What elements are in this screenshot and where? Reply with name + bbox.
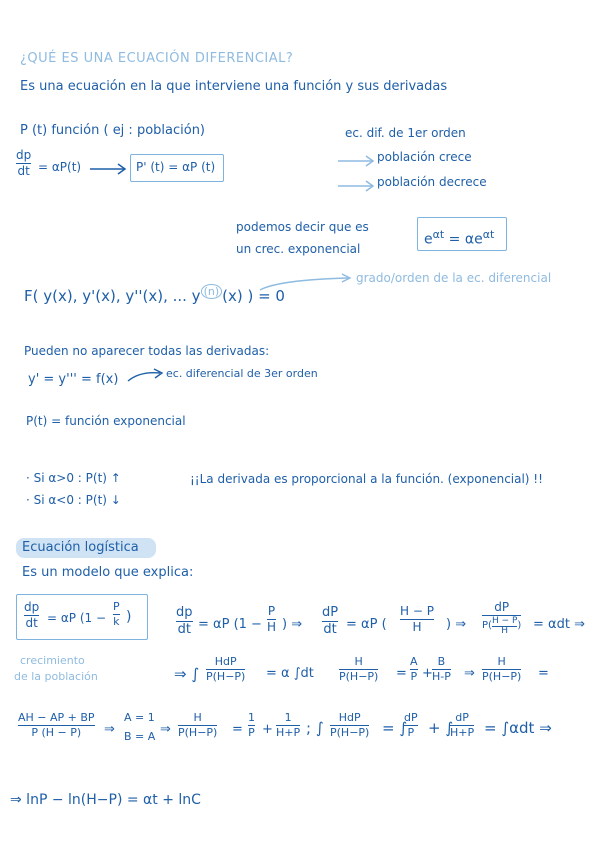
eq1-numerator: dp [16,148,32,162]
arrow-right-icon [128,369,168,383]
exp-note-line1: podemos decir que es [236,220,369,234]
third-order-eq: y' = y''' = f(x) [28,372,119,387]
proportional-note: ¡¡La derivada es proporcional a la función. (exponencial) !! [190,472,543,486]
step2-arrow: ⇒ ∫ [174,665,200,683]
step3-a: = [232,722,243,737]
step2-plus: + [422,666,433,681]
step1-dP-over-frac: dP P( H − P H ) [482,600,522,637]
eq1-fraction [16,149,31,177]
may-not-appear-text: Pueden no aparecer todas las derivadas: [24,344,270,358]
step1-dPdt: dP dt [322,605,339,637]
step3-fraction: AH − AP + BP P (H − P) [18,711,95,739]
exp-note-line2: un crec. exponencial [236,242,361,256]
case-positive: · Si α>0 : P(t) ↑ [26,471,121,485]
step3-dp-over-hp: dP H+P [450,711,475,739]
logistic-rhs: = αP (1 − [47,611,107,625]
step3-dp-over-p: dP P [404,711,418,739]
step3-1-over-p: 1 P [248,711,255,739]
step3-plus: + [262,722,273,737]
eq1-denominator: dt [17,163,30,178]
step2-a: = α ∫dt [266,666,314,681]
final-line: ⇒ lnP − ln(H−P) = αt + lnC [10,792,201,808]
step2-hdp-over-php: HdP P(H−P) [206,655,246,683]
step3-h-over-php: H P(H−P) [178,711,218,739]
step2-h-over-php-2: H P(H−P) [482,655,522,683]
step1-d: ) ⇒ [446,617,467,632]
step2-b: = [396,666,407,681]
step3-d: = ∫αdt ⇒ [484,719,552,737]
logistic-fraction: dp dt [24,600,40,630]
general-form: F( y(x), y'(x), y''(x), ... y $^{(n)}$ (x) ) = 0 [24,285,285,305]
step2-c: ⇒ [464,666,475,681]
third-order-note: ec. diferencial de 3er orden [166,367,318,380]
step1-p-over-h: P H [267,604,277,634]
page-title: ¿QUÉ ES UNA ECUACIÓN DIFERENCIAL? [20,51,294,66]
step1-a: = αP (1 − [198,617,262,632]
eq1-rhs: = αP(t) [38,160,82,174]
step3-hdp-over-php: HdP P(H−P) [330,711,370,739]
order-pointer-arrow [258,272,358,292]
step2-b-over-hp: B H-P [432,655,451,683]
step3-b-equals: B = A [124,730,156,743]
side-note-order: ec. dif. de 1er orden [345,126,466,140]
logistic-intro: Es un modelo que explica: [22,565,194,580]
side-note-decreases: población decrece [377,175,487,189]
arrow-right-icon [90,163,130,175]
case-negative: · Si α<0 : P(t) ↓ [26,493,121,507]
order-note: grado/orden de la ec. diferencial [356,271,552,285]
function-line: P (t) función ( ej : población) [20,123,206,138]
step1-e: = αdt ⇒ [533,617,585,632]
step3-b: = ∫ [382,719,408,737]
step1-dpdt: dp dt [176,605,193,637]
growth-label-1: crecimiento [20,654,85,667]
logistic-p-over-k: P k [113,600,120,628]
step1-b: ) ⇒ [282,617,303,632]
step2-h-over-php: H P(H−P) [339,655,379,683]
logistic-title: Ecuación logística [22,540,139,555]
eq1-boxed: P' (t) = αP (t) [136,160,216,174]
logistic-close: ) [126,609,132,625]
step1-c: = αP ( [346,617,387,632]
arrow-right-icon [338,155,378,167]
step3-1-over-hp: 1 H+P [276,711,301,739]
step2-a-over-p: A P [410,655,418,683]
step3-arrow2: ⇒ [160,722,171,737]
growth-label-2: de la población [14,670,98,683]
exp-eq: $e^{\alpha t} = \alpha e^{\alpha t}$ [424,228,495,248]
step3-arrow: ⇒ [104,722,115,737]
step3-a-equals: A = 1 [124,711,155,724]
step3-c: + ∫ [428,719,454,737]
step1-hmp-over-h: H − P H [400,604,434,634]
step2-d: = [538,666,549,681]
step3-semi: ; ∫ [306,719,324,737]
side-note-grows: población crece [377,150,472,164]
arrow-right-icon [338,180,378,192]
pt-exponential: P(t) = función exponencial [26,414,186,428]
definition-text: Es una ecuación en la que interviene una función y sus derivadas [20,79,448,94]
